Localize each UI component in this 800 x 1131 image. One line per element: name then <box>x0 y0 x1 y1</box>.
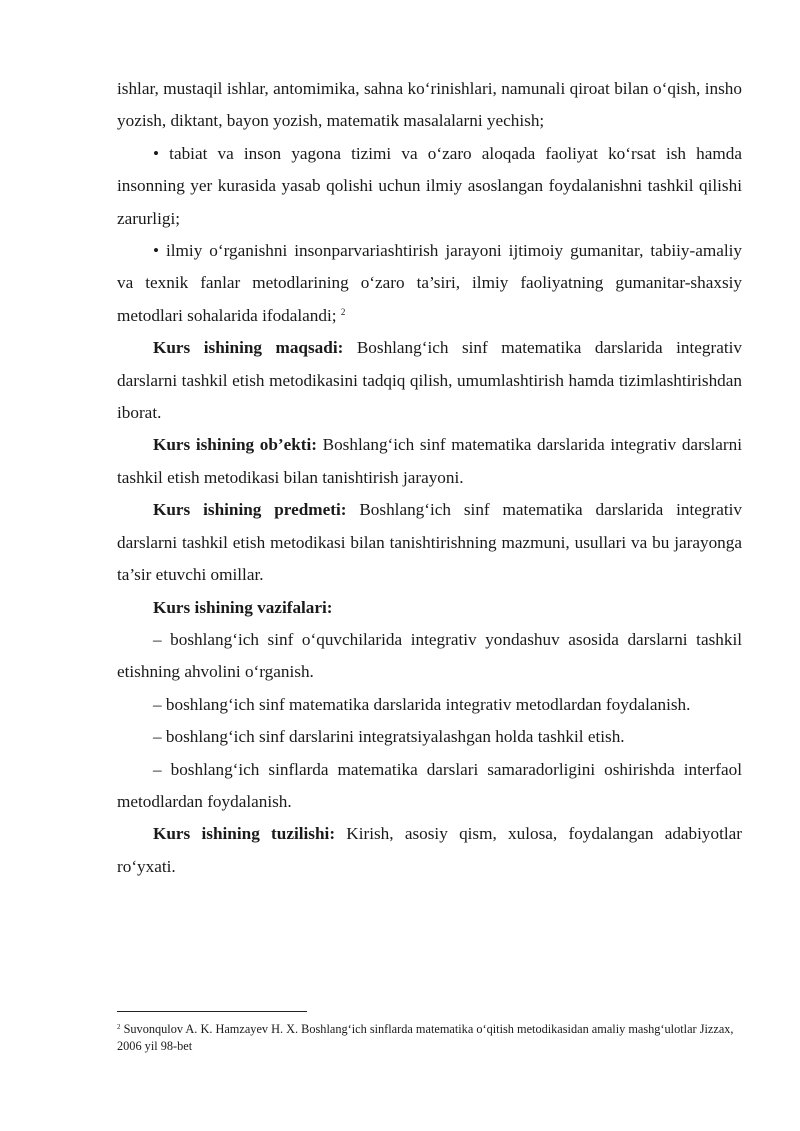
section-label: Kurs ishining predmeti: <box>153 500 347 520</box>
paragraph-text: • ilmiy o‘rganishni insonparvariashtirish jarayoni ijtimoiy gumanitar, tabiiy-amaliy va texnik fanlar metodlarining o‘zaro ta’siri, ilmiy faoliyatning gumanitar-shaxsiy metodlari sohalarida ifodalandi; <box>117 241 742 325</box>
paragraph-text: Boshlang‘ich sinf matematika darslarida integrativ darslarni tashkil etish metodikasi bilan tanishtirish jarayoni. <box>117 435 742 487</box>
paragraph-text: ishlar, mustaqil ishlar, antomimika, sahna ko‘rinishlari, namunali qiroat bilan o‘qish, insho yozish, diktant, bayon yozish, matematik masalalarni yechish; <box>117 79 742 131</box>
footnote-reference: 2 <box>340 306 346 317</box>
paragraph-text: Boshlang‘ich sinf matematika darslarida integrativ darslarni tashkil etish metodikasini tadqiq qilish, umumlashtirish hamda tizimlashtirishdan iborat. <box>117 338 743 423</box>
footnote <box>117 1021 737 1055</box>
task-item <box>117 689 742 721</box>
paragraph <box>117 73 742 138</box>
task-item <box>117 754 742 819</box>
task-item <box>117 721 742 753</box>
goal-paragraph <box>117 332 742 429</box>
paragraph-text: – boshlang‘ich sinf darslarini integratsiyalashgan holda tashkil etish. <box>153 727 625 747</box>
bullet-paragraph <box>117 138 742 235</box>
paragraph-text: – boshlang‘ich sinf matematika darslarida integrativ metodlardan foydalanish. <box>153 694 691 714</box>
task-item <box>117 624 742 689</box>
paragraph-text: Boshlang‘ich sinf matematika darslarida integrativ darslarni tashkil etish metodikasi bilan tanishtirishning mazmuni, usullari va bu jarayonga ta’sir etuvchi omillar. <box>117 500 742 585</box>
footnote-text: Suvonqulov A. K. Hamzayev H. X. Boshlang‘ich sinflarda matematika o‘qitish metodikasidan amaliy mashg‘ulotlar Jizzax, 2006 yil 98-bet <box>117 1022 734 1053</box>
section-label: Kurs ishining ob’ekti: <box>153 435 318 455</box>
paragraph-text: • tabiat va inson yagona tizimi va o‘zaro aloqada faoliyat ko‘rsat ish hamda insonning yer kurasida yasab qolishi uchun ilmiy asoslangan foydalanishni tashkil qilishi zarurligi; <box>117 143 742 228</box>
footnote-divider <box>117 1011 307 1012</box>
section-label: Kurs ishining tuzilishi: <box>153 824 336 844</box>
object-paragraph <box>117 429 742 494</box>
section-label: Kurs ishining maqsadi: <box>153 338 344 358</box>
paragraph-text: Kirish, asosiy qism, xulosa, foydalangan adabiyotlar ro‘yxati. <box>117 824 743 876</box>
subject-paragraph <box>117 494 742 591</box>
structure-paragraph <box>117 818 742 883</box>
body-text <box>117 73 742 883</box>
footnote-mark: 2 <box>117 1023 121 1031</box>
tasks-heading <box>117 592 742 624</box>
paragraph-text: – boshlang‘ich sinflarda matematika darslari samaradorligini oshirishda interfaol metodlardan foydalanish. <box>117 759 742 811</box>
section-label: Kurs ishining vazifalari: <box>153 597 333 617</box>
paragraph-text: – boshlang‘ich sinf o‘quvchilarida integrativ yondashuv asosida darslarni tashkil etishning ahvolini o‘rganish. <box>117 629 742 682</box>
bullet-paragraph <box>117 235 742 332</box>
